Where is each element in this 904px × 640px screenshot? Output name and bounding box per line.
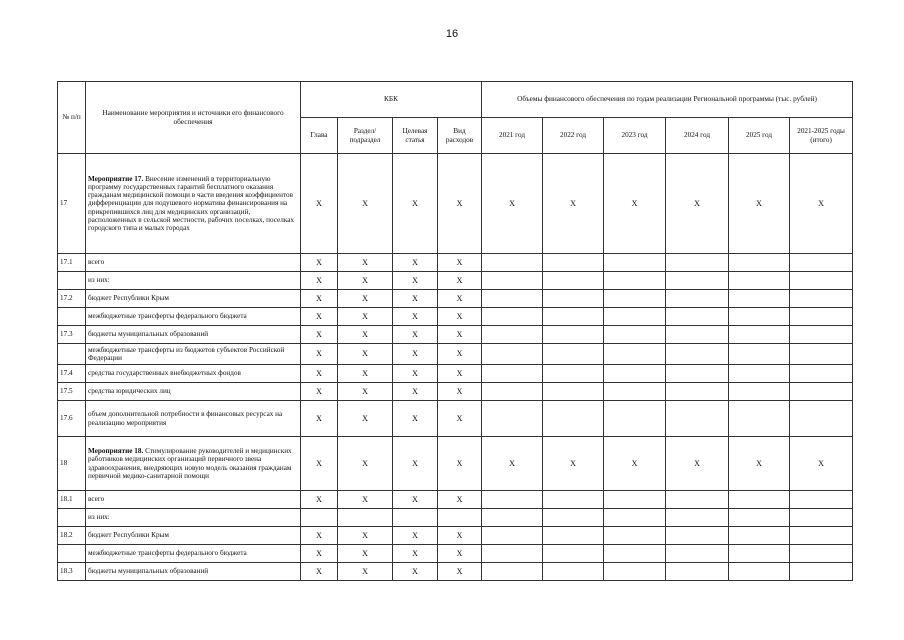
year-cell	[604, 326, 666, 344]
year-cell	[729, 383, 790, 401]
kbk-cell: X	[338, 154, 393, 254]
year-cell	[482, 383, 543, 401]
kbk-cell: X	[338, 308, 393, 326]
year-cell: X	[482, 437, 543, 491]
header-name: Наименование мероприятия и источники его финансового обеспечения	[86, 82, 301, 154]
year-cell	[604, 365, 666, 383]
year-cell	[604, 254, 666, 272]
year-cell	[482, 308, 543, 326]
row-name-text: из них:	[88, 513, 110, 522]
year-cell	[729, 290, 790, 308]
header-year-col: 2022 год	[543, 118, 604, 154]
kbk-cell: X	[438, 491, 482, 509]
year-cell	[729, 344, 790, 365]
row-name	[86, 344, 301, 365]
year-cell	[729, 509, 790, 527]
kbk-cell: X	[338, 272, 393, 290]
year-cell	[604, 545, 666, 563]
header-year-col: 2021 год	[482, 118, 543, 154]
row-name	[86, 290, 301, 308]
year-cell	[604, 527, 666, 545]
table-row	[58, 308, 853, 326]
row-name	[86, 437, 301, 491]
row-name-text: межбюджетные трансферты федерального бюджета	[88, 549, 247, 558]
header-num: № п/п	[58, 82, 86, 154]
kbk-cell: X	[438, 401, 482, 437]
kbk-cell: X	[393, 527, 438, 545]
row-name	[86, 308, 301, 326]
table-row	[58, 383, 853, 401]
year-cell	[666, 491, 729, 509]
kbk-cell: X	[393, 272, 438, 290]
year-cell	[790, 254, 853, 272]
year-cell	[482, 254, 543, 272]
row-name-text: средства юридических лиц	[88, 387, 171, 396]
event-title: Мероприятие 17.	[88, 174, 144, 183]
kbk-cell: X	[393, 365, 438, 383]
kbk-cell: X	[301, 326, 338, 344]
row-name	[86, 272, 301, 290]
year-cell	[604, 401, 666, 437]
row-number: 17.3	[58, 326, 86, 344]
kbk-cell: X	[438, 365, 482, 383]
kbk-cell	[338, 509, 393, 527]
table-row	[58, 437, 853, 491]
kbk-cell: X	[438, 437, 482, 491]
kbk-cell: X	[393, 491, 438, 509]
row-name-text: бюджет Республики Крым	[88, 294, 169, 303]
year-cell	[790, 365, 853, 383]
year-cell	[666, 563, 729, 581]
year-cell	[729, 545, 790, 563]
year-cell	[666, 344, 729, 365]
year-cell	[790, 326, 853, 344]
table-row	[58, 272, 853, 290]
year-cell: X	[729, 437, 790, 491]
kbk-cell	[438, 509, 482, 527]
table-row	[58, 545, 853, 563]
header-kbk-col: Вид расходов	[438, 118, 482, 154]
table-row	[58, 290, 853, 308]
row-name	[86, 326, 301, 344]
year-cell	[790, 527, 853, 545]
year-cell	[543, 545, 604, 563]
kbk-cell: X	[438, 563, 482, 581]
table-row	[58, 401, 853, 437]
year-cell	[543, 563, 604, 581]
row-number: 18.2	[58, 527, 86, 545]
year-cell	[790, 563, 853, 581]
year-cell	[729, 365, 790, 383]
year-cell	[790, 308, 853, 326]
row-number: 17.6	[58, 401, 86, 437]
year-cell: X	[482, 154, 543, 254]
year-cell	[604, 290, 666, 308]
year-cell	[666, 326, 729, 344]
row-name	[86, 527, 301, 545]
row-number: 17	[58, 154, 86, 254]
kbk-cell: X	[301, 383, 338, 401]
row-number: 18	[58, 437, 86, 491]
year-cell	[666, 272, 729, 290]
year-cell	[543, 365, 604, 383]
year-cell	[604, 491, 666, 509]
kbk-cell: X	[393, 437, 438, 491]
kbk-cell: X	[338, 383, 393, 401]
row-name-text: объем дополнительной потребности в финансовых ресурсах на реализацию мероприятия	[88, 410, 283, 427]
row-name-text: всего	[88, 258, 105, 267]
row-name-text: всего	[88, 495, 105, 504]
year-cell	[666, 254, 729, 272]
header-kbk-col: Раздел/ подраздел	[338, 118, 393, 154]
header-kbk-col: Глава	[301, 118, 338, 154]
kbk-cell: X	[338, 326, 393, 344]
kbk-cell: X	[393, 545, 438, 563]
row-name	[86, 365, 301, 383]
row-name	[86, 383, 301, 401]
kbk-cell: X	[301, 437, 338, 491]
financing-table	[57, 81, 853, 581]
row-number: 18.3	[58, 563, 86, 581]
year-cell: X	[729, 154, 790, 254]
year-cell	[729, 326, 790, 344]
kbk-cell: X	[438, 290, 482, 308]
event-title: Мероприятие 18.	[88, 446, 144, 455]
row-name-text: бюджеты муниципальных образований	[88, 330, 209, 339]
year-cell	[729, 254, 790, 272]
year-cell	[790, 272, 853, 290]
year-cell	[543, 344, 604, 365]
kbk-cell: X	[338, 254, 393, 272]
year-cell: X	[666, 154, 729, 254]
kbk-cell: X	[301, 344, 338, 365]
row-number	[58, 509, 86, 527]
kbk-cell: X	[438, 383, 482, 401]
kbk-cell: X	[338, 563, 393, 581]
kbk-cell: X	[338, 344, 393, 365]
row-name-text: межбюджетные трансферты из бюджетов субъектов Российской Федерации	[88, 345, 285, 362]
kbk-cell: X	[438, 344, 482, 365]
kbk-cell: X	[338, 365, 393, 383]
year-cell	[543, 290, 604, 308]
year-cell	[604, 344, 666, 365]
row-name-text: бюджет Республики Крым	[88, 531, 169, 540]
kbk-cell: X	[301, 290, 338, 308]
year-cell	[482, 290, 543, 308]
row-name-text: из них:	[88, 276, 110, 285]
table-row	[58, 254, 853, 272]
year-cell	[666, 545, 729, 563]
year-cell	[790, 545, 853, 563]
header-year-col: 2023 год	[604, 118, 666, 154]
year-cell	[543, 491, 604, 509]
kbk-cell: X	[393, 383, 438, 401]
kbk-cell: X	[438, 527, 482, 545]
year-cell: X	[666, 437, 729, 491]
kbk-cell	[301, 509, 338, 527]
row-number	[58, 545, 86, 563]
row-name	[86, 154, 301, 254]
kbk-cell: X	[393, 308, 438, 326]
year-cell	[482, 545, 543, 563]
year-cell	[482, 509, 543, 527]
year-cell	[790, 491, 853, 509]
kbk-cell: X	[438, 326, 482, 344]
kbk-cell: X	[301, 308, 338, 326]
year-cell	[543, 326, 604, 344]
year-cell	[729, 527, 790, 545]
year-cell	[543, 509, 604, 527]
year-cell	[729, 272, 790, 290]
kbk-cell: X	[338, 545, 393, 563]
year-cell	[666, 401, 729, 437]
row-number: 17.2	[58, 290, 86, 308]
header-year-col: 2024 год	[666, 118, 729, 154]
year-cell: X	[543, 437, 604, 491]
kbk-cell: X	[393, 290, 438, 308]
page-number: 16	[445, 28, 459, 40]
kbk-cell: X	[393, 154, 438, 254]
table-row	[58, 326, 853, 344]
year-cell	[543, 401, 604, 437]
year-cell	[790, 290, 853, 308]
kbk-cell: X	[338, 290, 393, 308]
year-cell	[729, 563, 790, 581]
year-cell	[729, 401, 790, 437]
kbk-cell: X	[301, 365, 338, 383]
year-cell: X	[543, 154, 604, 254]
kbk-cell: X	[338, 491, 393, 509]
kbk-cell: X	[393, 344, 438, 365]
year-cell	[666, 527, 729, 545]
header-year-col: 2021-2025 годы (итого)	[790, 118, 853, 154]
row-name-text: Стимулирование руководителей и медицинских работников медицинских организаций первичного звена здравоохранения, внедряющих новую модель оказания гражданам первичной медико-санитарной помощи	[88, 446, 292, 480]
row-name	[86, 491, 301, 509]
year-cell	[666, 290, 729, 308]
kbk-cell: X	[438, 254, 482, 272]
year-cell	[666, 383, 729, 401]
kbk-cell: X	[438, 154, 482, 254]
header-kbk-col: Целевая статья	[393, 118, 438, 154]
year-cell	[729, 491, 790, 509]
kbk-cell: X	[301, 154, 338, 254]
year-cell: X	[790, 437, 853, 491]
year-cell	[790, 401, 853, 437]
year-cell: X	[604, 437, 666, 491]
year-cell	[666, 509, 729, 527]
row-number	[58, 344, 86, 365]
year-cell	[543, 272, 604, 290]
kbk-cell: X	[393, 563, 438, 581]
year-cell	[604, 509, 666, 527]
year-cell	[543, 254, 604, 272]
kbk-cell: X	[301, 563, 338, 581]
kbk-cell: X	[338, 401, 393, 437]
year-cell	[790, 509, 853, 527]
year-cell	[604, 272, 666, 290]
row-name-text: средства государственных внебюджетных фондов	[88, 369, 241, 378]
row-name	[86, 401, 301, 437]
row-name-text: Внесение изменений в территориальную программу государственных гарантий бесплатного оказания гражданам медицинской помощи в части введения коэффициентов дифференциации для подушевого норматива финансирования на прикрепившихся лиц для медицинских организаций, расположенных в сельской местности, рабочих поселках, поселках городского типа и малых городах	[88, 174, 294, 233]
kbk-cell: X	[393, 401, 438, 437]
year-cell	[482, 326, 543, 344]
row-name	[86, 563, 301, 581]
year-cell	[729, 308, 790, 326]
row-number: 18.1	[58, 491, 86, 509]
year-cell	[790, 344, 853, 365]
row-number: 17.4	[58, 365, 86, 383]
year-cell	[543, 308, 604, 326]
kbk-cell: X	[393, 326, 438, 344]
year-cell: X	[604, 154, 666, 254]
year-cell	[666, 308, 729, 326]
table-row	[58, 527, 853, 545]
kbk-cell: X	[438, 545, 482, 563]
year-cell	[604, 383, 666, 401]
year-cell	[543, 527, 604, 545]
kbk-cell: X	[301, 491, 338, 509]
row-number	[58, 308, 86, 326]
year-cell	[543, 383, 604, 401]
header-year-col: 2025 год	[729, 118, 790, 154]
table-row	[58, 563, 853, 581]
table-row	[58, 344, 853, 365]
row-number	[58, 272, 86, 290]
kbk-cell: X	[438, 272, 482, 290]
kbk-cell: X	[438, 308, 482, 326]
kbk-cell: X	[301, 272, 338, 290]
table-row	[58, 491, 853, 509]
header-volumes: Объемы финансового обеспечения по годам реализации Региональной программы (тыс. рублей)	[482, 82, 853, 118]
year-cell	[482, 272, 543, 290]
year-cell: X	[790, 154, 853, 254]
kbk-cell	[393, 509, 438, 527]
year-cell	[666, 365, 729, 383]
row-name	[86, 509, 301, 527]
kbk-cell: X	[338, 437, 393, 491]
year-cell	[482, 527, 543, 545]
year-cell	[482, 491, 543, 509]
kbk-cell: X	[338, 527, 393, 545]
kbk-cell: X	[393, 254, 438, 272]
year-cell	[482, 401, 543, 437]
header-kbk: КБК	[301, 82, 482, 118]
row-name	[86, 254, 301, 272]
kbk-cell: X	[301, 254, 338, 272]
year-cell	[604, 563, 666, 581]
row-name	[86, 545, 301, 563]
row-number: 17.5	[58, 383, 86, 401]
row-name-text: бюджеты муниципальных образований	[88, 567, 209, 576]
row-number: 17.1	[58, 254, 86, 272]
table-row	[58, 509, 853, 527]
kbk-cell: X	[301, 545, 338, 563]
year-cell	[482, 344, 543, 365]
year-cell	[604, 308, 666, 326]
table-row	[58, 154, 853, 254]
table-row	[58, 365, 853, 383]
year-cell	[790, 383, 853, 401]
year-cell	[482, 563, 543, 581]
kbk-cell: X	[301, 527, 338, 545]
kbk-cell: X	[301, 401, 338, 437]
year-cell	[482, 365, 543, 383]
row-name-text: межбюджетные трансферты федерального бюджета	[88, 312, 247, 321]
